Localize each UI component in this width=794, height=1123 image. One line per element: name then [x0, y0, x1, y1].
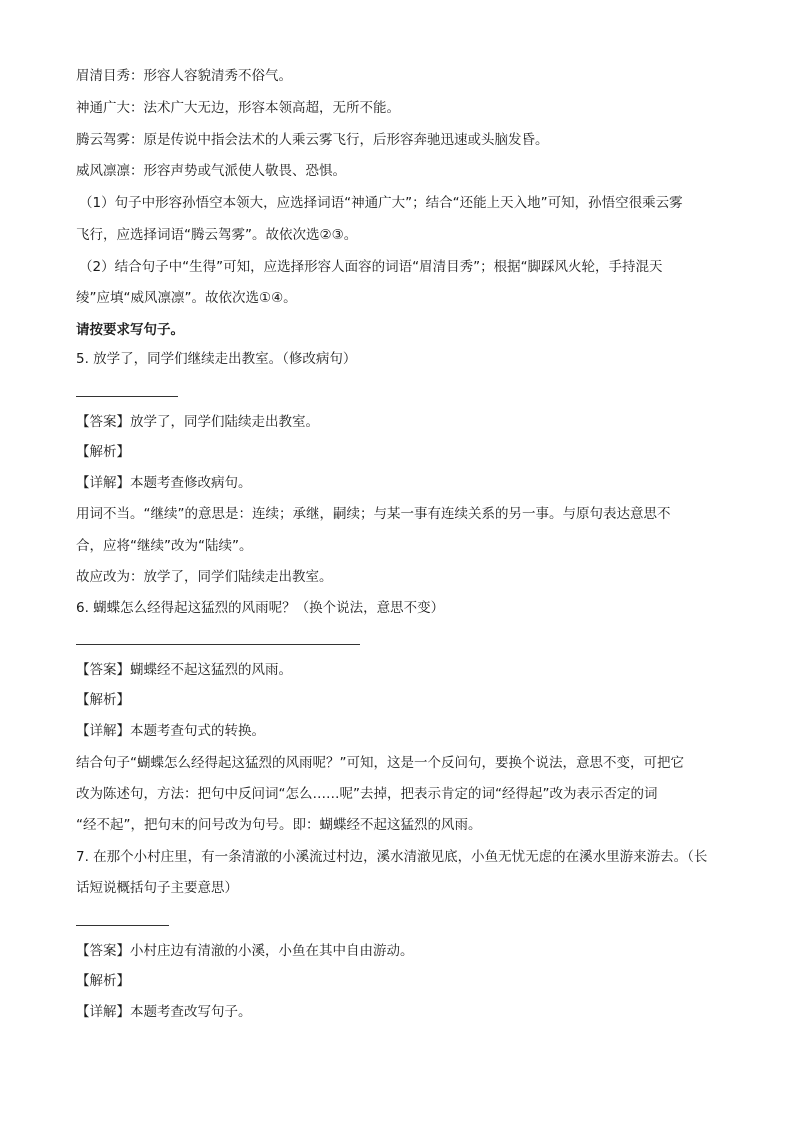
glossary-line: 神通广大：法术广大无边，形容本领高超，无所不能。 [76, 100, 400, 116]
glossary-line: 腾云驾雾：原是传说中指会法术的人乘云雾飞行，后形容奔驰迅速或头脑发昏。 [76, 132, 549, 148]
body-5-line: 故应改为：放学了，同学们陆续走出教室。 [76, 569, 333, 585]
detail-7: 【详解】本题考查改写句子。 [76, 1004, 252, 1020]
question-7-line: 话短说概括句子主要意思） [76, 880, 238, 896]
jiexi-label-7: 【解析】 [76, 973, 130, 989]
glossary-line: 眉清目秀：形容人容貌清秀不俗气。 [76, 68, 292, 84]
question-6: 6. 蝴蝶怎么经得起这猛烈的风雨呢？（换个说法，意思不变） [76, 600, 445, 616]
question-5: 5. 放学了，同学们继续走出教室。（修改病句） [76, 351, 357, 367]
body-5-line: 用词不当。“继续”的意思是：连续；承继，嗣续；与某一事有连续关系的另一事。与原句表达意思不 [76, 506, 671, 522]
answer-6: 【答案】蝴蝶经不起这猛烈的风雨。 [76, 662, 292, 678]
question-7-line: 7. 在那个小村庄里，有一条清澈的小溪流过村边，溪水清澈见底，小鱼无忧无虑的在溪水里游来游去。（长 [76, 849, 708, 865]
answer-blank-5 [76, 396, 178, 397]
answer-blank-7 [76, 925, 169, 926]
jiexi-label-5: 【解析】 [76, 444, 130, 460]
section-heading: 请按要求写句子。 [76, 322, 184, 338]
answer-blank-6 [76, 644, 360, 645]
answer-7: 【答案】小村庄边有清澈的小溪，小鱼在其中自由游动。 [76, 943, 414, 959]
analysis-2-line: 绫”应填“威风凛凛”。故依次选①④。 [76, 290, 297, 306]
analysis-2-line: （2）结合句子中“生得”可知，应选择形容人面容的词语“眉清目秀”；根据“脚踩风火轮，手持混天 [79, 259, 663, 275]
detail-6: 【详解】本题考查句式的转换。 [76, 723, 265, 739]
detail-5: 【详解】本题考查修改病句。 [76, 475, 252, 491]
body-6-line: 结合句子“蝴蝶怎么经得起这猛烈的风雨呢？”可知，这是一个反问句，要换个说法，意思不变，可把它 [76, 755, 684, 771]
body-6-line: “经不起”，把句末的问号改为句号。即：蝴蝶经不起这猛烈的风雨。 [76, 817, 482, 833]
body-6-line: 改为陈述句，方法：把句中反问词“怎么……呢”去掉，把表示肯定的词“经得起”改为表示否定的词 [76, 786, 658, 802]
analysis-1-line: （1）句子中形容孙悟空本领大，应选择词语“神通广大”；结合“还能上天入地”可知，孙悟空很乘云雾 [79, 195, 683, 211]
glossary-line: 威风凛凛：形容声势或气派使人敬畏、恐惧。 [76, 163, 346, 179]
body-5-line: 合，应将“继续”改为“陆续”。 [76, 538, 253, 554]
jiexi-label-6: 【解析】 [76, 692, 130, 708]
analysis-1-line: 飞行，应选择词语“腾云驾雾”。故依次选②③。 [76, 227, 358, 243]
answer-5: 【答案】放学了，同学们陆续走出教室。 [76, 414, 319, 430]
